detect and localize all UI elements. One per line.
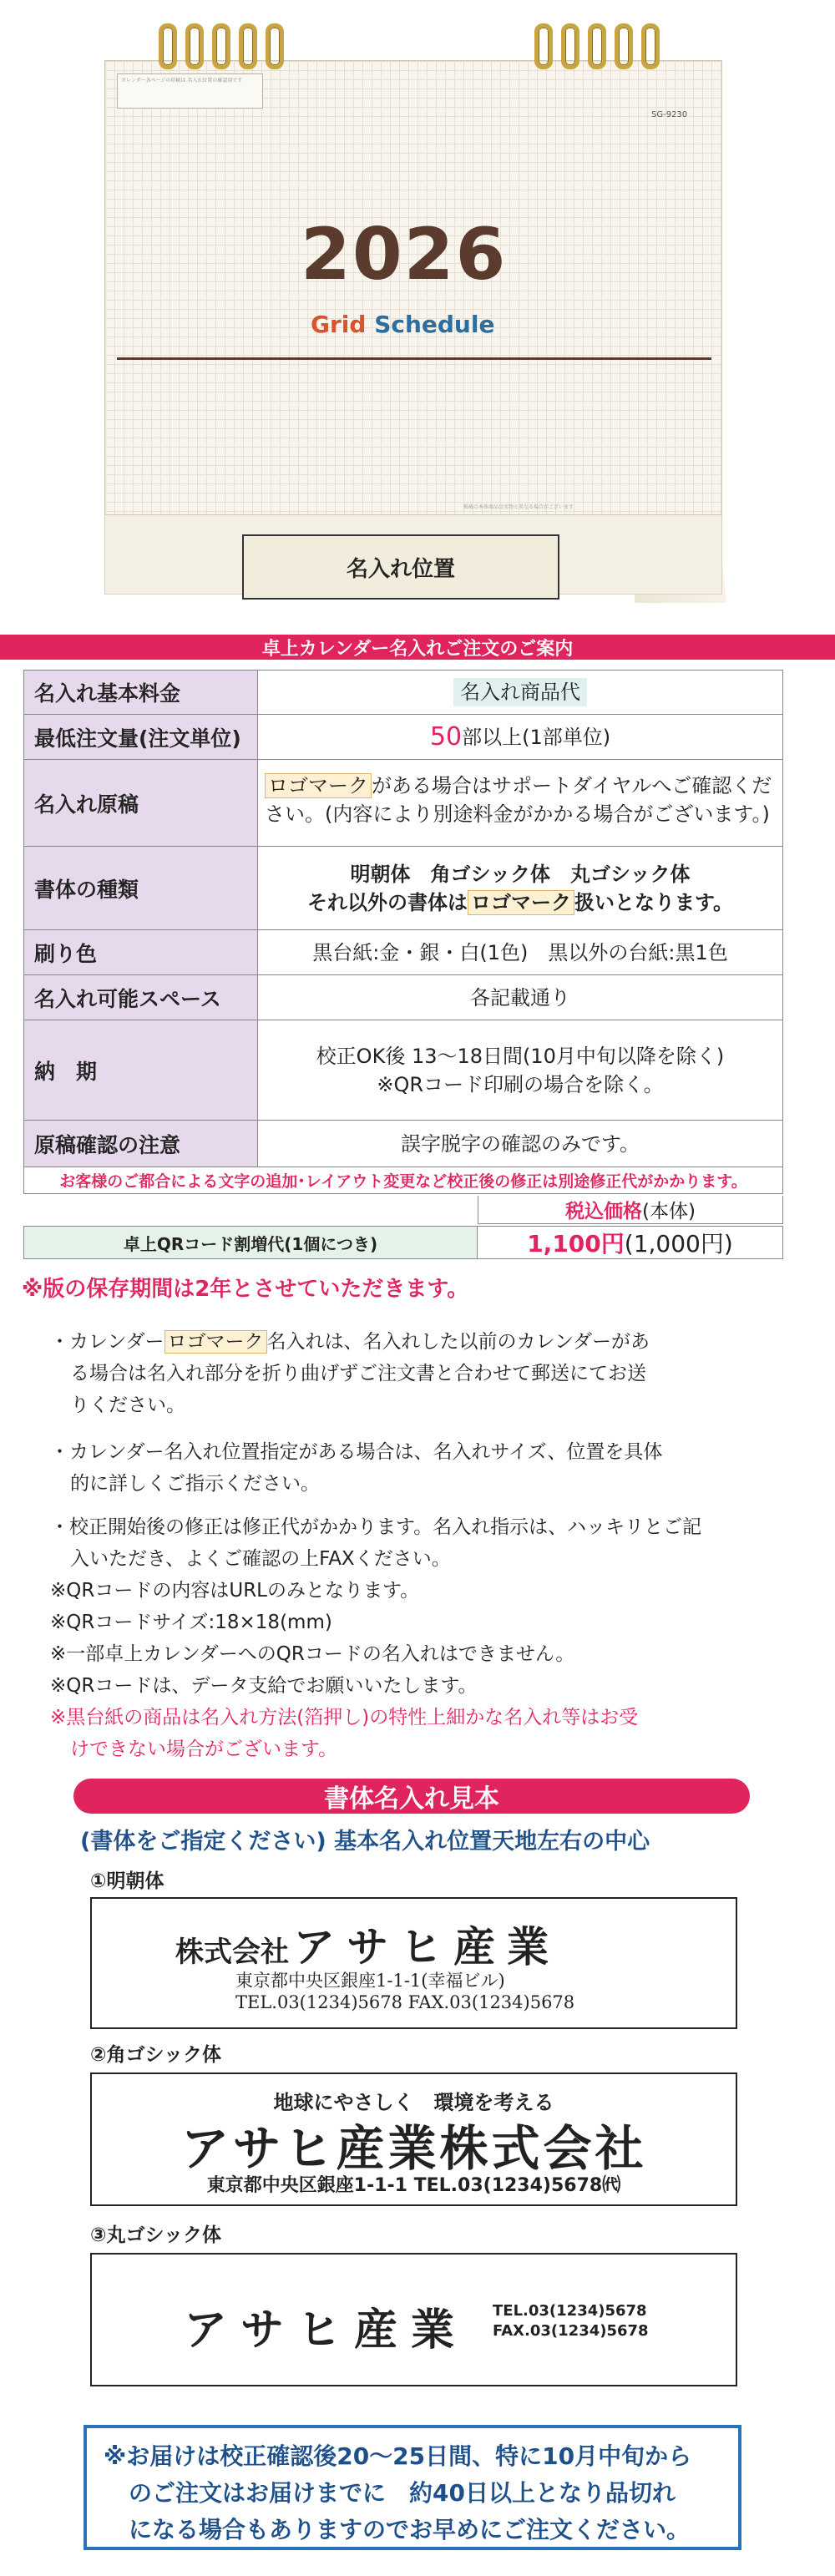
row-header: 名入れ可能スペース bbox=[24, 975, 258, 1020]
font-sample-subnote: (書体をご指定ください) 基本名入れ位置天地左右の中心 bbox=[80, 1829, 650, 1855]
row-value: 各記載通り bbox=[470, 985, 570, 1010]
name-position-box: 名入れ位置 bbox=[242, 534, 559, 600]
table-row bbox=[23, 760, 783, 847]
row-header: 名入れ基本料金 bbox=[24, 671, 258, 714]
row-header: 刷り色 bbox=[24, 930, 258, 974]
row-header: 書体の種類 bbox=[24, 847, 258, 929]
qr-price-value: 1,100円 (1,000円) bbox=[478, 1226, 783, 1259]
ring-binding bbox=[159, 23, 177, 69]
table-row bbox=[23, 975, 783, 1020]
note-paragraph: ・カレンダー名入れ位置指定がある場合は、名入れサイズ、位置を具体 的に詳しくご指示ください。 bbox=[50, 1441, 663, 1495]
table-row bbox=[23, 1121, 783, 1167]
row-value: 誤字脱字の確認のみです。 bbox=[400, 1131, 640, 1156]
ring-binding bbox=[588, 23, 606, 69]
table-row bbox=[23, 715, 783, 760]
subtitle-grid: Grid bbox=[311, 311, 367, 338]
row-value: 50 部以上(1部単位) bbox=[429, 721, 611, 752]
note-paragraph: ・校正開始後の修正は修正代がかかります。名入れ指示は、ハッキリとご記 入いただき、よくご確認の上FAXください。 bbox=[50, 1516, 702, 1570]
row-value: ロゴマーク がある場合はサポートダイヤルへご確認ください。(内容により別途料金がかかる場合がございます。) bbox=[265, 774, 772, 826]
order-guide-banner: 卓上カレンダー名入れご注文のご案内 bbox=[0, 635, 835, 660]
row-header: 原稿確認の注意 bbox=[24, 1121, 258, 1167]
row-header: 名入れ原稿 bbox=[24, 760, 258, 846]
sample-kaku-gothic: 地球にやさしく 環境を考える アサヒ産業株式会社 東京都中央区銀座1-1-1 TEL.03(1234)5678㈹ bbox=[90, 2072, 737, 2206]
sample-label-kaku-gothic: ②角ゴシック体 bbox=[90, 2044, 222, 2066]
note-paragraph: ・カレンダー ロゴマーク 名入れは、名入れした以前のカレンダーがあ る場合は名入れ部分を折り曲げずご注文書と合わせて郵送にてお送 りください。 bbox=[50, 1331, 650, 1416]
price-header: 税込価格 (本体) bbox=[478, 1196, 783, 1224]
table-row bbox=[23, 930, 783, 975]
ring-binding bbox=[239, 23, 257, 69]
qr-notes: ※QRコードの内容はURLのみとなります。 ※QRコードサイズ:18×18(mm) ※一部卓上カレンダーへのQRコードの名入れはできません。 ※QRコードは、データ支給でお願いいたします。 ※黒台紙の商品は名入れ方法(箔押し)の特性上細かな名入れ等はお受 けできない場合がございます。 bbox=[50, 1580, 639, 1760]
correction-notice: お客様のご都合による文字の追加･レイアウト変更など校正後の修正は別途修正代がかかります。 bbox=[23, 1167, 783, 1194]
plate-retention-note: ※版の保存期間は2年とさせていただきます。 bbox=[22, 1277, 469, 1302]
row-value: 名入れ商品代 bbox=[258, 671, 782, 714]
calendar-product-image bbox=[0, 0, 835, 622]
row-header: 納 期 bbox=[24, 1020, 258, 1120]
sample-label-maru-gothic: ③丸ゴシック体 bbox=[90, 2224, 222, 2246]
sample-maru-gothic: アサヒ産業 TEL.03(1234)5678 FAX.03(1234)5678 bbox=[90, 2253, 737, 2386]
calendar-sticker: カレンダー各ページの印刷は 名入れ位置の確認用です bbox=[117, 73, 263, 109]
row-value: 明朝体 角ゴシック体 丸ゴシック体 それ以外の書体は ロゴマーク 扱いとなります。 bbox=[306, 861, 734, 914]
table-row bbox=[23, 1020, 783, 1121]
row-header: 最低注文量(注文単位) bbox=[24, 715, 258, 759]
table-row bbox=[23, 847, 783, 930]
qr-price-label: 卓上QRコード割増代(1個につき) bbox=[23, 1226, 478, 1259]
calendar-year: 2026 bbox=[301, 213, 508, 296]
subtitle-schedule: Schedule bbox=[374, 311, 495, 338]
row-value: 校正OK後 13〜18日間(10月中旬以降を除く) ※QRコード印刷の場合を除く。 bbox=[316, 1044, 725, 1096]
qr-price-row bbox=[23, 1226, 783, 1259]
row-value: 黒台紙:金・銀・白(1色) 黒以外の台紙:黒1色 bbox=[312, 940, 728, 964]
calendar-fine-print: 掲載の本体商品は実物と異なる場合がございます bbox=[463, 504, 574, 510]
ring-binding bbox=[641, 23, 660, 69]
ring-binding bbox=[561, 23, 579, 69]
ring-binding bbox=[212, 23, 230, 69]
sample-mincho: 株式会社 アサヒ産業 東京都中央区銀座1-1-1(幸福ビル) TEL.03(1234)5678 FAX.03(1234)5678 bbox=[90, 1897, 737, 2029]
font-sample-title: 書体名入れ見本 bbox=[73, 1779, 750, 1814]
ring-binding bbox=[615, 23, 633, 69]
ring-binding bbox=[185, 23, 204, 69]
product-code: SG-9230 bbox=[651, 110, 688, 119]
ring-binding bbox=[534, 23, 553, 69]
table-row bbox=[23, 670, 783, 715]
calendar-rule bbox=[117, 357, 711, 360]
sample-label-mincho: ①明朝体 bbox=[90, 1870, 164, 1892]
calendar-subtitle bbox=[311, 311, 494, 338]
ring-binding bbox=[266, 23, 284, 69]
delivery-note: ※お届けは校正確認後20〜25日間、特に10月中旬から のご注文はお届けまでに 約40日以上となり品切れ になる場合もありますのでお早めにご注文ください。 bbox=[84, 2425, 741, 2550]
